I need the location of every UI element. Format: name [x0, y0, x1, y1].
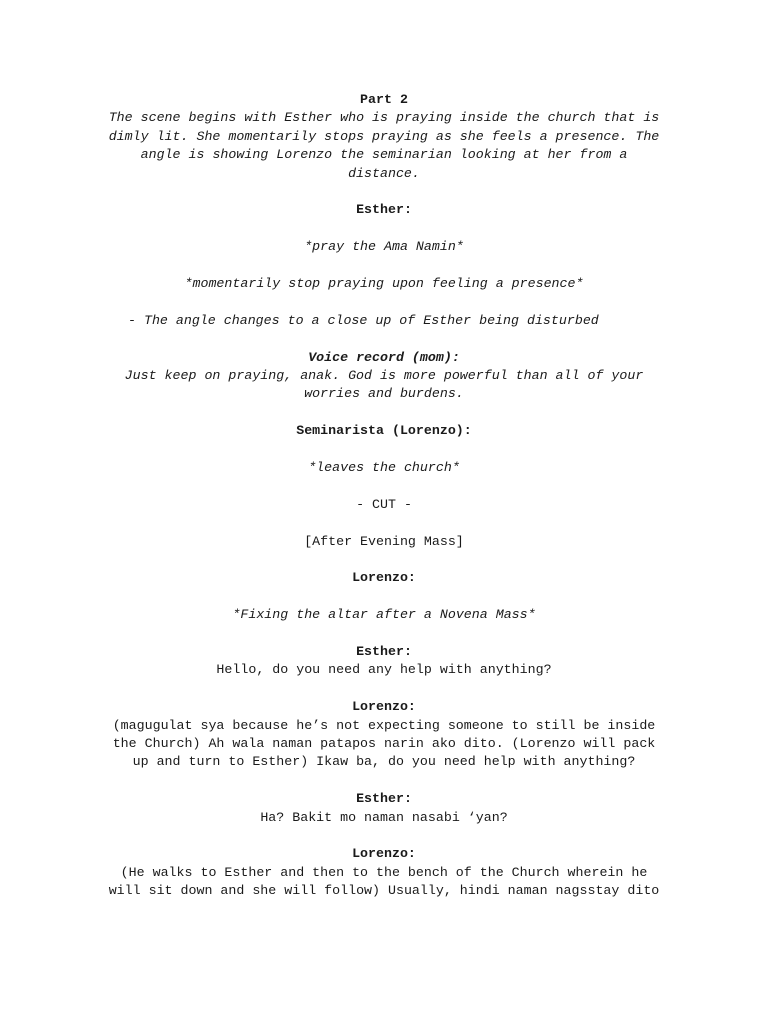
- dialogue-line: Ha? Bakit mo naman nasabi ‘yan?: [260, 809, 508, 825]
- dialogue-line: up and turn to Esther) Ikaw ba, do you need help with anything?: [132, 754, 636, 770]
- dialogue-line: (magugulat sya because he’s not expecting someone to still be inside: [112, 717, 656, 733]
- intro-block: [96, 91, 672, 183]
- dialogue-line: Just keep on praying, anak. God is more powerful than all of your: [124, 368, 644, 384]
- intro-line: The scene begins with Esther who is praying inside the church that is: [108, 110, 660, 126]
- speaker-name: Lorenzo:: [352, 846, 416, 862]
- dialogue-line: will sit down and she will follow) Usually, hindi naman nagsstay dito: [108, 883, 660, 899]
- speaker-name: Seminarista (Lorenzo):: [296, 423, 472, 439]
- speaker-name: Lorenzo:: [352, 570, 416, 586]
- speaker-name: Lorenzo:: [352, 699, 416, 715]
- part-title: Part 2: [360, 92, 408, 107]
- speaker-block: [96, 422, 672, 440]
- dialogue-line: worries and burdens.: [304, 386, 464, 402]
- dialogue-line: Hello, do you need any help with anything?: [216, 662, 552, 678]
- scene-heading: [After Evening Mass]: [304, 533, 464, 549]
- script-page: [96, 91, 672, 919]
- intro-line: distance.: [348, 165, 420, 181]
- dialogue-block: [96, 643, 672, 680]
- stage-direction: *leaves the church*: [308, 460, 460, 476]
- speaker-name: Esther:: [356, 202, 412, 218]
- dialogue-block: [96, 349, 672, 404]
- dialogue-block: [96, 790, 672, 827]
- action-block: [96, 238, 672, 256]
- cut-block: [96, 496, 672, 514]
- speaker-block: [96, 569, 672, 587]
- speaker-name: Esther:: [356, 791, 412, 807]
- action-block: [96, 275, 672, 293]
- intro-line: dimly lit. She momentarily stops praying as she feels a presence. The: [108, 128, 660, 144]
- intro-line: angle is showing Lorenzo the seminarian looking at her from a: [140, 147, 628, 163]
- stage-direction: *Fixing the altar after a Novena Mass*: [232, 607, 536, 623]
- dialogue-line: the Church) Ah wala naman patapos narin ako dito. (Lorenzo will pack: [112, 736, 656, 752]
- stage-direction: *momentarily stop praying upon feeling a presence*: [184, 276, 584, 292]
- speaker-name: Voice record (mom):: [308, 349, 460, 365]
- speaker-block: [96, 201, 672, 219]
- dialogue-line: (He walks to Esther and then to the bench of the Church wherein he: [120, 864, 648, 880]
- action-block: [96, 459, 672, 477]
- action-block: [96, 606, 672, 624]
- scene-heading-block: [96, 533, 672, 551]
- dialogue-block: [96, 698, 672, 772]
- camera-direction: - The angle changes to a close up of Esther being disturbed: [128, 312, 599, 328]
- bullet-block: [96, 312, 672, 330]
- dialogue-block: [96, 845, 672, 900]
- speaker-name: Esther:: [356, 644, 412, 659]
- cut-marker: - CUT -: [356, 496, 412, 512]
- stage-direction: *pray the Ama Namin*: [304, 239, 464, 255]
